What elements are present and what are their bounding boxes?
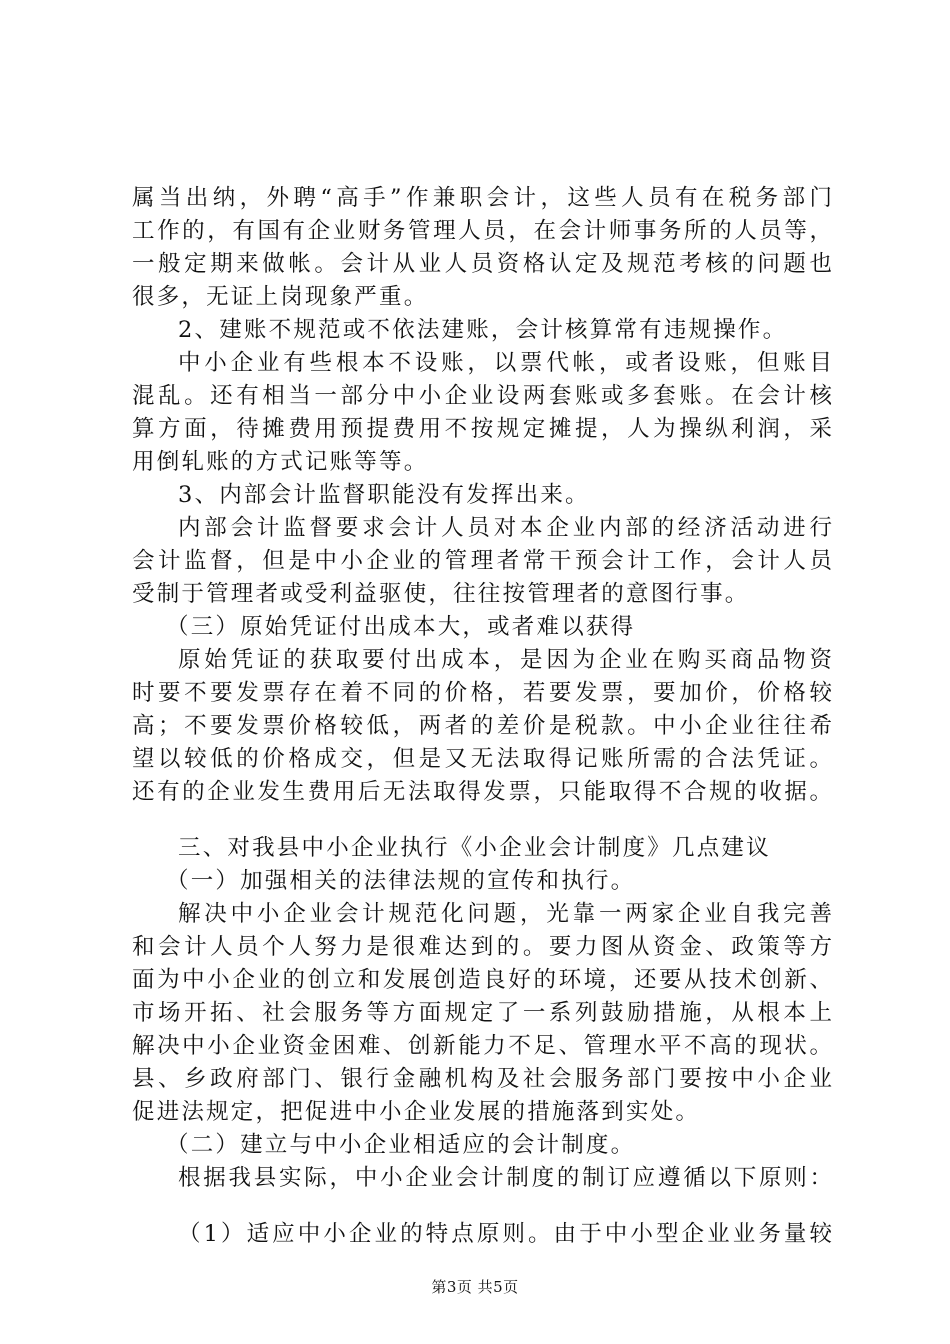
text-line: 县、乡政府部门、银行金融机构及社会服务部门要按中小企业: [132, 1066, 832, 1092]
text-line: 中小企业有些根本不设账，以票代帐，或者设账，但账目: [178, 350, 832, 376]
text-line: 望以较低的价格成交，但是又无法取得记账所需的合法凭证。: [132, 746, 832, 772]
text-line: 很多，无证上岗现象严重。: [132, 284, 429, 310]
text-line: 算方面，待摊费用预提费用不按规定摊提，人为操纵利润，采: [132, 416, 832, 442]
section-heading: 三、对我县中小企业执行《小企业会计制度》几点建议: [178, 835, 771, 861]
text-line: 一般定期来做帐。会计从业人员资格认定及规范考核的问题也: [132, 251, 832, 277]
text-line: 根据我县实际，中小企业会计制度的制订应遵循以下原则：: [178, 1165, 832, 1191]
text-line: 原始凭证的获取要付出成本，是因为企业在购买商品物资: [178, 647, 832, 673]
text-line: 混乱。还有相当一部分中小企业设两套账或多套账。在会计核: [132, 383, 832, 409]
section-heading: 3、内部会计监督职能没有发挥出来。: [178, 482, 590, 508]
page-number: 第3页 共5页: [431, 1278, 519, 1296]
text-line: 还有的企业发生费用后无法取得发票，只能取得不合规的收据。: [132, 779, 832, 805]
text-line: 解决中小企业会计规范化问题，光靠一两家企业自我完善: [178, 901, 832, 927]
text-line: 解决中小企业资金困难、创新能力不足、管理水平不高的现状。: [132, 1033, 832, 1059]
text-line: 市场开拓、社会服务等方面规定了一系列鼓励措施，从根本上: [132, 1000, 832, 1026]
text-line: 面为中小企业的创立和发展创造良好的环境，还要从技术创新、: [132, 967, 832, 993]
section-heading: （一）加强相关的法律法规的宣传和执行。: [166, 868, 636, 894]
text-line: （1）适应中小企业的特点原则。由于中小型企业业务量较: [178, 1221, 832, 1247]
text-line: 时要不要发票存在着不同的价格，若要发票，要加价，价格较: [132, 680, 832, 706]
text-line: 受制于管理者或受利益驱使，往往按管理者的意图行事。: [132, 581, 750, 607]
text-line: 用倒轧账的方式记账等等。: [132, 449, 429, 475]
text-line: 和会计人员个人努力是很难达到的。要力图从资金、政策等方: [132, 934, 832, 960]
section-heading: （三）原始凭证付出成本大，或者难以获得: [166, 614, 636, 640]
text-line: 工作的，有国有企业财务管理人员，在会计师事务所的人员等，: [132, 218, 832, 244]
text-line: 属当出纳，外聘“高手”作兼职会计，这些人员有在税务部门: [132, 185, 832, 211]
text-line: 内部会计监督要求会计人员对本企业内部的经济活动进行: [178, 515, 832, 541]
section-heading: （二）建立与中小企业相适应的会计制度。: [166, 1132, 636, 1158]
text-line: 高；不要发票价格较低，两者的差价是税款。中小企业往往希: [132, 713, 832, 739]
section-heading: 2、建账不规范或不依法建账，会计核算常有违规操作。: [178, 317, 788, 343]
text-line: 促进法规定，把促进中小企业发展的措施落到实处。: [132, 1099, 701, 1125]
text-line: 会计监督，但是中小企业的管理者常干预会计工作，会计人员: [132, 548, 832, 574]
